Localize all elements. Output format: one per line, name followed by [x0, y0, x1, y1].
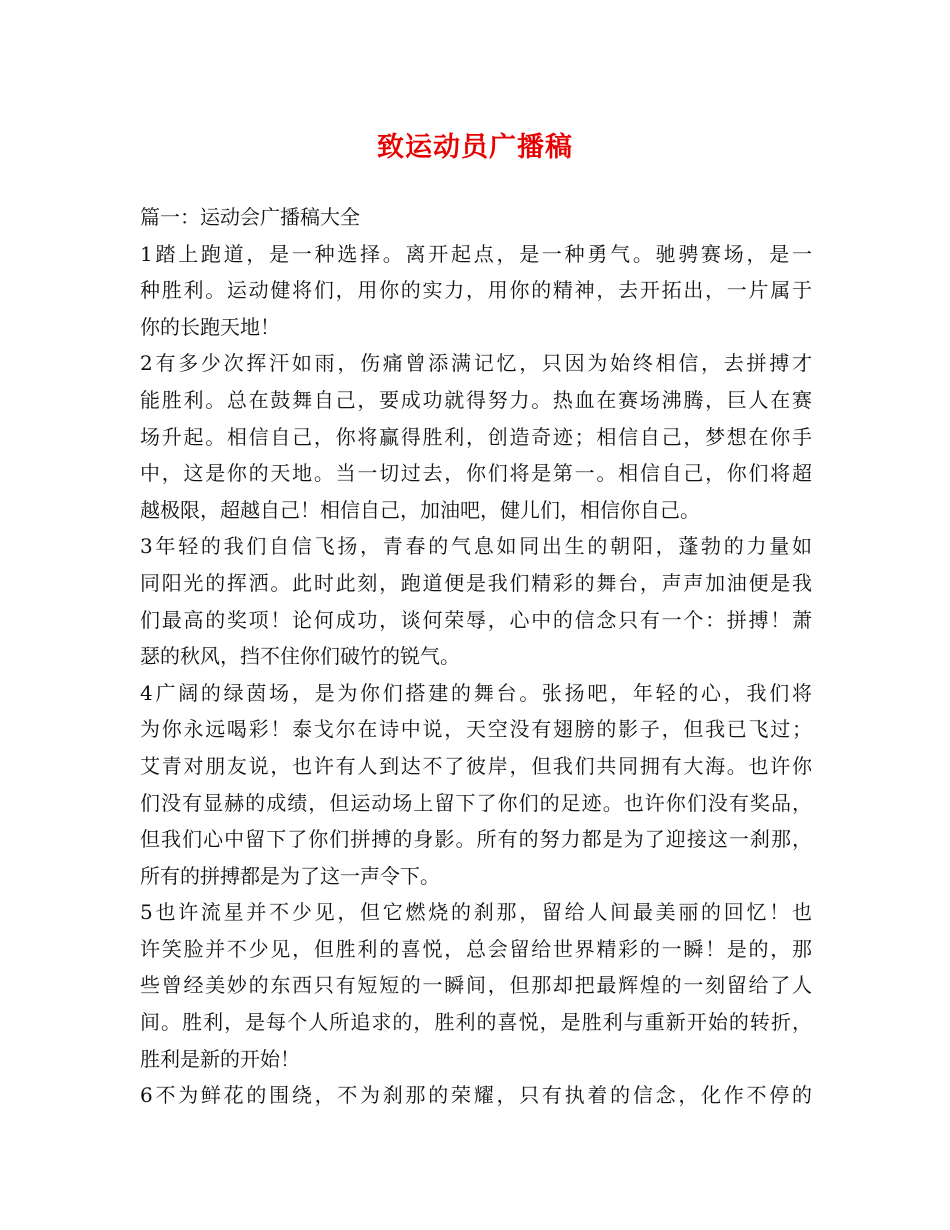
text-line: 4广阔的绿茵场，是为你们搭建的舞台。张扬吧，年轻的心，我们将: [140, 680, 812, 705]
text-line: 瑟的秋风，挡不住你们破竹的锐气。: [140, 644, 460, 669]
text-line: 种胜利。运动健将们，用你的实力，用你的精神，去开拓出，一片属于: [140, 278, 812, 303]
text-line: 些曾经美妙的东西只有短短的一瞬间，但那却把最辉煌的一刻留给了人: [140, 973, 812, 998]
text-line: 6不为鲜花的围绕，不为刹那的荣耀，只有执着的信念，化作不停的: [140, 1083, 812, 1108]
paragraph-2: [140, 345, 812, 528]
text-line: 同阳光的挥洒。此时此刻，跑道便是我们精彩的舞台，声声加油便是我: [140, 570, 812, 595]
text-line: 但我们心中留下了你们拼搏的身影。所有的努力都是为了迎接这一刹那，: [140, 827, 812, 852]
text-line: 为你永远喝彩！泰戈尔在诗中说，天空没有翅膀的影子，但我已飞过；: [140, 717, 812, 742]
text-line: 中，这是你的天地。当一切过去，你们将是第一。相信自己，你们将超: [140, 461, 812, 486]
text-line: 越极限，超越自己！相信自己，加油吧，健儿们，相信你自己。: [140, 497, 700, 522]
text-line: 1踏上跑道，是一种选择。离开起点，是一种勇气。驰骋赛场，是一: [140, 241, 812, 266]
paragraph-6: [140, 1077, 812, 1114]
section-heading: 篇一：运动会广播稿大全: [140, 205, 360, 229]
text-line: 胜利是新的开始！: [140, 1046, 300, 1071]
text-line: 们最高的奖项！论何成功，谈何荣辱，心中的信念只有一个：拼搏！萧: [140, 607, 812, 632]
text-line: 许笑脸并不少见，但胜利的喜悦，总会留给世界精彩的一瞬！是的，那: [140, 936, 812, 961]
paragraph-4: [140, 675, 812, 895]
text-line: 5也许流星并不少见，但它燃烧的刹那，留给人间最美丽的回忆！也: [140, 900, 812, 925]
text-line: 场升起。相信自己，你将赢得胜利，创造奇迹；相信自己，梦想在你手: [140, 424, 812, 449]
text-line: 能胜利。总在鼓舞自己，要成功就得努力。热血在赛场沸腾，巨人在赛: [140, 387, 812, 412]
text-line: 间。胜利，是每个人所追求的，胜利的喜悦，是胜利与重新开始的转折，: [140, 1010, 812, 1035]
text-line: 所有的拼搏都是为了这一声令下。: [140, 863, 440, 888]
paragraph-3: [140, 528, 812, 674]
paragraph-5: [140, 894, 812, 1077]
document-body: [140, 199, 812, 1114]
text-line: 你的长跑天地！: [140, 314, 280, 339]
text-line: 们没有显赫的成绩，但运动场上留下了你们的足迹。也许你们没有奖品，: [140, 790, 812, 815]
text-line: 3年轻的我们自信飞扬，青春的气息如同出生的朝阳，蓬勃的力量如: [140, 534, 812, 559]
text-line: 2有多少次挥汗如雨，伤痛曾添满记忆，只因为始终相信，去拼搏才: [140, 351, 812, 376]
document-title: 致运动员广播稿: [377, 132, 573, 163]
text-line: 艾青对朋友说，也许有人到达不了彼岸，但我们共同拥有大海。也许你: [140, 753, 812, 778]
paragraph-1: [140, 236, 812, 346]
